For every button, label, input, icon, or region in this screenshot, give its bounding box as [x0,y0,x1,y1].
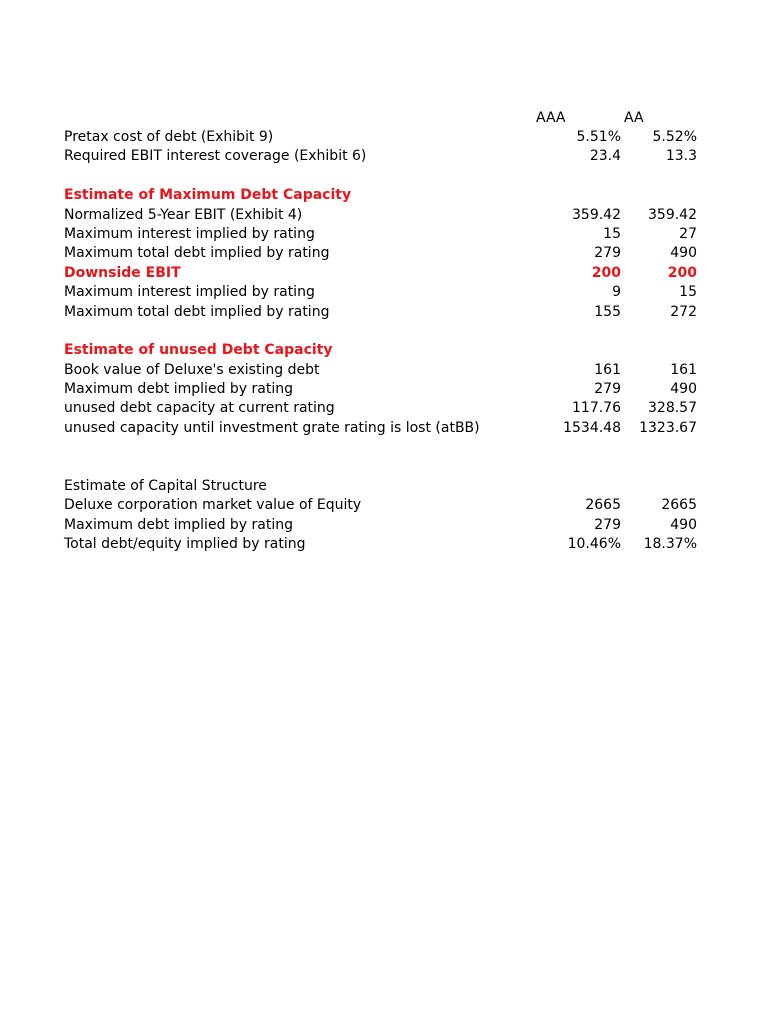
row-max-total-debt [64,244,704,263]
blank-row [64,167,704,186]
value-aa: 18.37% [643,536,697,553]
section-heading-capital-structure [64,477,704,496]
row-downside-ebit [64,264,704,283]
value-aa: 2665 [661,497,697,514]
row-label: Maximum total debt implied by rating [64,303,330,320]
row-unused-capacity-current [64,399,704,418]
row-label: Maximum total debt implied by rating [64,245,330,262]
value-aa: 272 [670,303,697,320]
value-aa: 5.52% [652,129,697,145]
row-cap-max-debt [64,516,704,535]
section-heading-label: Estimate of Capital Structure [64,478,267,495]
value-aaa: 279 [594,245,621,262]
value-aa: 27 [679,225,697,242]
row-label: Normalized 5-Year EBIT (Exhibit 4) [64,206,303,223]
value-aaa: 10.46% [567,536,621,553]
row-required-ebit-coverage [64,147,704,166]
value-aaa: 155 [594,303,621,320]
column-header-aaa: AAA [536,110,566,126]
row-market-value-equity [64,496,704,515]
row-downside-max-interest [64,283,704,302]
row-label: unused capacity until investment grate rating is lost (atBB) [64,419,480,436]
value-aa: 161 [670,361,697,378]
value-aaa: 117.76 [572,400,621,417]
row-label: Deluxe corporation market value of Equity [64,497,362,514]
spreadsheet-sheet [64,109,704,555]
row-label: Required EBIT interest coverage (Exhibit 6) [64,148,367,165]
row-pretax-cost-of-debt [64,128,704,147]
section-heading-label: Estimate of Maximum Debt Capacity [64,187,352,204]
value-aaa: 5.51% [576,129,621,145]
row-book-value-debt [64,361,704,380]
value-aa: 13.3 [665,148,697,165]
row-max-debt [64,380,704,399]
row-normalized-ebit [64,206,704,225]
value-aaa: 359.42 [572,206,621,223]
row-label: unused debt capacity at current rating [64,400,335,417]
value-aa: 490 [670,245,697,262]
row-label: Maximum debt implied by rating [64,381,293,398]
value-aaa: 1534.48 [563,419,621,436]
column-header-row [64,109,704,128]
row-label: Downside EBIT [64,264,181,281]
value-aaa: 279 [594,381,621,398]
row-label: Maximum debt implied by rating [64,516,293,533]
value-aa: 200 [667,264,697,281]
row-label: Maximum interest implied by rating [64,225,315,242]
value-aa: 15 [679,284,697,301]
value-aaa: 279 [594,516,621,533]
value-aaa: 200 [591,264,621,281]
row-unused-capacity-investment-grade [64,419,704,438]
row-label: Pretax cost of debt (Exhibit 9) [64,129,274,145]
value-aaa: 9 [612,284,621,301]
blank-rows [64,438,704,477]
value-aaa: 161 [594,361,621,378]
row-downside-max-total-debt [64,303,704,322]
row-label: Book value of Deluxe's existing debt [64,361,320,378]
row-max-interest [64,225,704,244]
value-aa: 490 [670,381,697,398]
value-aaa: 15 [603,225,621,242]
section-heading-max-debt-capacity [64,186,704,205]
section-heading-label: Estimate of unused Debt Capacity [64,342,333,359]
column-header-aa: AA [624,110,644,126]
row-label: Maximum interest implied by rating [64,284,315,301]
value-aaa: 2665 [585,497,621,514]
row-label: Total debt/equity implied by rating [64,536,306,553]
blank-row [64,322,704,341]
section-heading-unused-debt-capacity [64,341,704,360]
value-aa: 359.42 [648,206,697,223]
value-aa: 1323.67 [639,419,697,436]
value-aaa: 23.4 [589,148,621,165]
value-aa: 490 [670,516,697,533]
value-aa: 328.57 [648,400,697,417]
row-debt-equity-ratio [64,535,704,554]
